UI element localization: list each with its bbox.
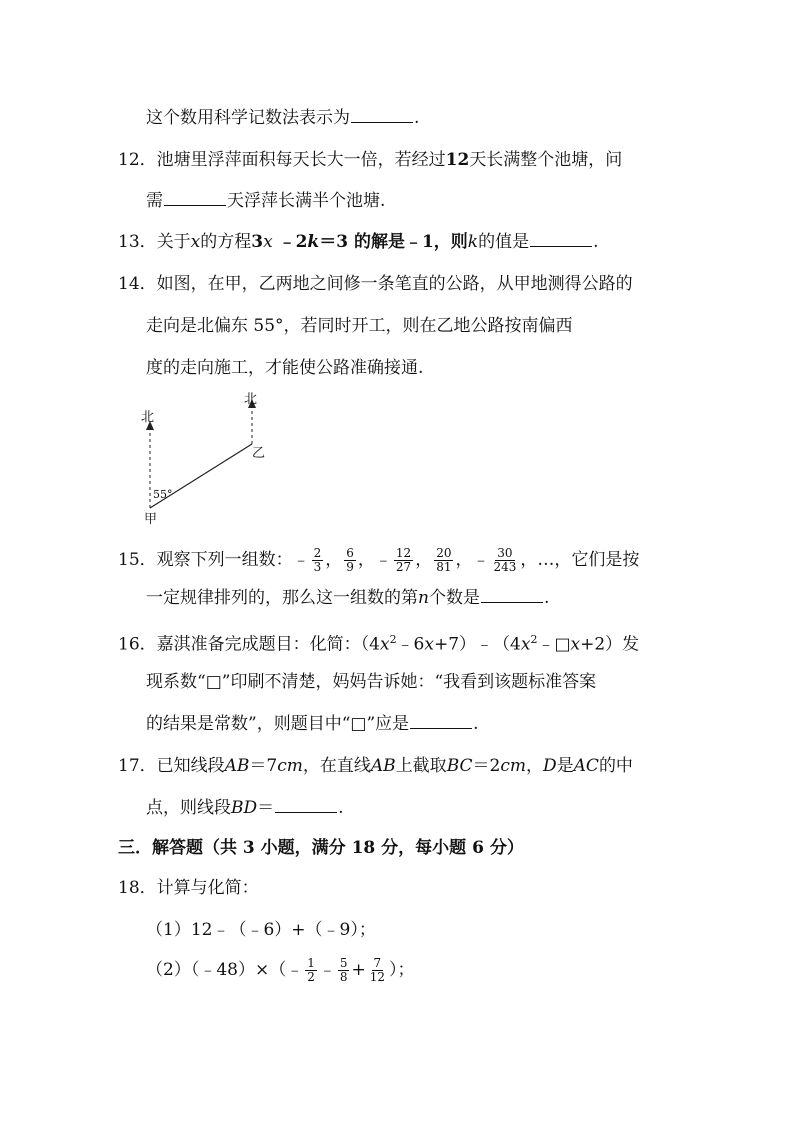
unit-cm: cm [500, 756, 526, 776]
q14-text-a: 如图，在甲，乙两地之间修一条笔直的公路，从甲地测得公路的 [156, 274, 633, 294]
q15-line1: 15．观察下列一组数：﹣ $\frac{2}{3}$ ， $\frac{6}{9}$ ，﹣ $\frac{12}{27}$ ， $\frac{20}{81}$ ，﹣ $\frac{30}{243}$ ，…，它们是按 [118, 546, 640, 574]
q14-text-c: 度的走向施工，才能使公路准确接通. [146, 358, 424, 378]
q12-text-c: 需 [146, 191, 163, 211]
var-x: x [263, 232, 273, 252]
fraction: $\frac{6}{9}$ [346, 546, 354, 574]
q17-text-e: ＝2 [472, 756, 501, 776]
q16-text-g: 的结果是常数”，则题目中“□”应是 [146, 714, 410, 734]
q15-text-d: 个数是 [428, 588, 480, 608]
fraction: $\frac{12}{27}$ [395, 546, 412, 574]
var-x: x [424, 634, 434, 655]
q18-part1: （1）12﹣（﹣6）+（﹣9）； [146, 920, 376, 940]
q17-line2 [146, 798, 344, 818]
var-ab: AB [224, 756, 250, 776]
q13-eq1: 3 [251, 232, 264, 252]
exponent: 2 [389, 633, 397, 646]
q16-text-f: 现系数“□”印刷不清楚，妈妈告诉她：“我看到该题标准答案 [146, 672, 597, 692]
comma: ， [526, 756, 543, 776]
section3-heading: 三．解答题（共 3 小题，满分 18 分，每小题 6 分） [118, 838, 524, 858]
q12-text-d: 天浮萍长满半个池塘. [227, 191, 386, 211]
q16-line3 [146, 714, 479, 734]
q13-text-a: 关于 [156, 232, 191, 252]
direction-diagram [140, 388, 270, 528]
period: . [593, 232, 599, 252]
q18-text: 计算与化简： [156, 878, 259, 898]
q15-number: 15． [118, 550, 157, 570]
fraction: $\frac{1}{2}$ [307, 956, 315, 984]
q15-text-b: ，…，它们是按 [520, 550, 640, 570]
var-x: x [570, 634, 581, 655]
q14-line1 [118, 274, 633, 294]
q18-part2-text: （2）（﹣48）×（﹣ [146, 960, 304, 980]
var-ac: AC [573, 756, 599, 776]
q17-text-h: 的中 [598, 756, 633, 776]
var-x: x [520, 634, 531, 655]
q12-text-a: 池塘里浮萍面积每天长大一倍，若经过 [156, 150, 446, 170]
fraction: $\frac{2}{3}$ [313, 546, 322, 574]
q17-text-i: 点，则线段 [146, 798, 231, 818]
q18-part2: （2）（﹣48）×（﹣ $\frac{1}{2}$ ﹣ $\frac{5}{8}$ + $\frac{7}{12}$ ）； [146, 956, 415, 984]
jia-label: 甲 [144, 512, 158, 527]
q16-text-a: 嘉淇准备完成题目：化简：（4 [156, 634, 380, 655]
north-label-jia: 北 [141, 410, 155, 425]
q16-text-e: +2）发 [580, 634, 640, 655]
q13-text-c: 的值是 [478, 232, 530, 252]
q18-line [118, 878, 259, 898]
answer-blank[interactable] [530, 232, 592, 247]
q12-line2 [146, 191, 385, 211]
unit-cm: cm [277, 756, 303, 776]
var-ab: AB [370, 756, 396, 776]
var-k: k [467, 232, 479, 252]
q12-text-b: 天长满整个池塘，问 [469, 150, 623, 170]
q14-number: 14． [118, 274, 157, 294]
q17-text-c: ，在直线 [302, 756, 371, 776]
answer-blank[interactable] [410, 714, 472, 729]
fraction: $\frac{30}{243}$ [493, 546, 517, 574]
period: . [473, 714, 479, 734]
q16-text-c: +7）﹣（4 [433, 634, 521, 655]
period: . [543, 588, 550, 608]
q17-text-d: 上截取 [395, 756, 447, 776]
answer-blank[interactable] [351, 108, 413, 123]
q17-text-a: 已知线段 [156, 756, 225, 776]
q15-text-a: 观察下列一组数： [156, 550, 293, 570]
q16-number: 16． [118, 634, 157, 655]
q17-number: 17． [118, 756, 157, 776]
exponent: 2 [530, 633, 538, 646]
q13-number: 13． [118, 232, 157, 252]
q16-text-b: ﹣6 [396, 634, 425, 655]
q12-number: 12． [118, 150, 157, 170]
answer-blank[interactable] [164, 191, 226, 206]
fraction: $\frac{7}{12}$ [369, 956, 386, 984]
q14-line3 [146, 358, 423, 378]
q17-line1 [118, 756, 633, 776]
var-x: x [190, 232, 201, 252]
q14-line2 [146, 316, 573, 336]
period: . [414, 108, 420, 128]
q13-line [118, 232, 599, 252]
equals: ＝ [257, 798, 275, 818]
var-k: k [307, 232, 320, 252]
q16-line1 [118, 630, 639, 655]
period: . [338, 798, 344, 818]
q12-line1 [118, 150, 622, 170]
q11-text: 这个数用科学记数法表示为 [146, 108, 350, 128]
q18-part2-end: ）； [389, 960, 415, 980]
q13-eq2: ﹣2 [272, 232, 308, 252]
q16-line2 [146, 672, 596, 692]
q16-text-d: ﹣□ [537, 634, 571, 655]
yi-label: 乙 [252, 446, 266, 461]
north-label-yi: 北 [244, 392, 258, 407]
q11-continuation [146, 108, 419, 128]
angle-label: 55° [153, 488, 173, 501]
q15-text-c: 一定规律排列的，那么这一组数的第 [146, 588, 418, 608]
q17-text-g: 是 [556, 756, 574, 776]
q17-text-b: ＝7 [249, 756, 278, 776]
q12-days: 12 [445, 150, 470, 170]
q15-line2 [146, 588, 549, 608]
q13-eq3: ＝3 的解是﹣1，则 [319, 232, 468, 252]
var-bd: BD [231, 798, 258, 818]
answer-blank[interactable] [481, 588, 543, 603]
var-d: D [543, 756, 557, 776]
var-bc: BC [446, 756, 473, 776]
q13-text-b: 的方程 [200, 232, 252, 252]
fraction: $\frac{5}{8}$ [339, 956, 348, 984]
q18-number: 18． [118, 878, 157, 898]
var-n: n [418, 588, 429, 608]
answer-blank[interactable] [275, 798, 337, 813]
q14-text-b: 走向是北偏东 55°，若同时开工，则在乙地公路按南偏西 [146, 316, 573, 336]
fraction: $\frac{20}{81}$ [436, 546, 452, 574]
var-x: x [379, 634, 390, 655]
